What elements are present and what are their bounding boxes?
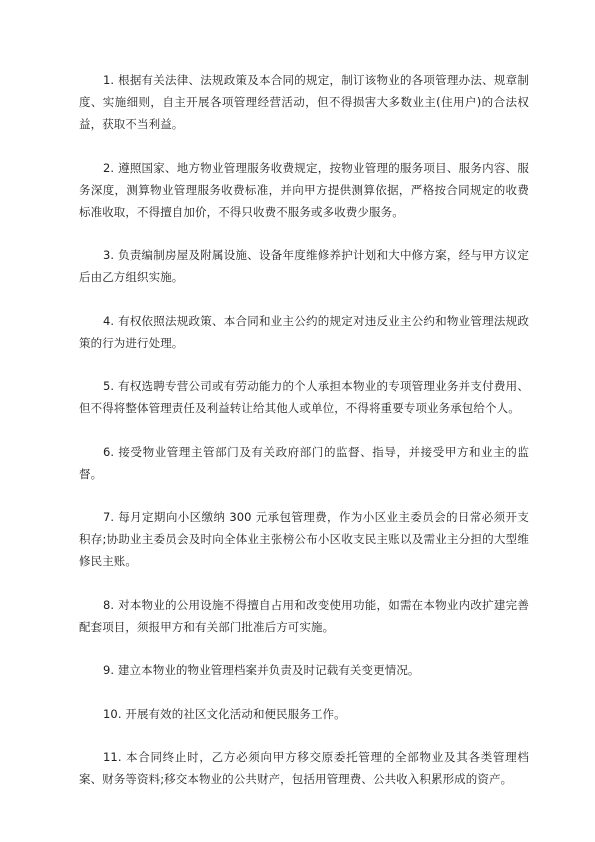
clause-5: 5. 有权选聘专营公司或有劳动能力的个人承担本物业的专项管理业务并支付费用、但不得将整体管理责任及利益转让给其他人或单位，不得将重要专项业务承包给个人。 bbox=[79, 379, 529, 415]
clause-4: 4. 有权依照法规政策、本合同和业主公约的规定对违反业主公约和物业管理法规政策的行为进行处理。 bbox=[79, 313, 529, 350]
clause-10: 10. 开展有效的社区文化活动和便民服务工作。 bbox=[103, 706, 346, 721]
clause-7: 7. 每月定期向小区缴纳 300 元承包管理费，作为小区业主委员会的日常必须开支积存;协助业主委员会及时向全体业主张榜公布小区收支民主账以及需业主分担的大型维修民主账。 bbox=[79, 510, 529, 568]
clause-1: 1. 根据有关法律、法规政策及本合同的规定，制订该物业的各项管理办法、规章制度、实施细则，自主开展各项管理经营活动，但不得损害大多数业主(住用户)的合法权益，获取不当利益。 bbox=[79, 73, 529, 131]
clause-9: 9. 建立本物业的物业管理档案并负责及时记载有关变更情况。 bbox=[103, 663, 420, 677]
clause-11: 11. 本合同终止时，乙方必须向甲方移交原委托管理的全部物业及其各类管理档案、财务等资料;移交本物业的公共财产，包括用管理费、公共收入积累形成的资产。 bbox=[79, 750, 529, 786]
clause-6: 6. 接受物业管理主管部门及有关政府部门的监督、指导，并接受甲方和业主的监督。 bbox=[79, 444, 529, 481]
document-body bbox=[79, 69, 529, 812]
clause-2: 2. 遵照国家、地方物业管理服务收费规定，按物业管理的服务项目、服务内容、服务深度，测算物业管理服务收费标准，并向甲方提供测算依据，严格按合同规定的收费标准收取，不得擅自加价，不得只收费不服务或多收费少服务。 bbox=[79, 160, 529, 219]
clause-3: 3. 负责编制房屋及附属设施、设备年度维修养护计划和大中修方案，经与甲方议定后由乙方组织实施。 bbox=[79, 248, 529, 284]
clause-8: 8. 对本物业的公用设施不得擅自占用和改变使用功能，如需在本物业内改扩建完善配套项目，须报甲方和有关部门批准后方可实施。 bbox=[79, 597, 529, 634]
